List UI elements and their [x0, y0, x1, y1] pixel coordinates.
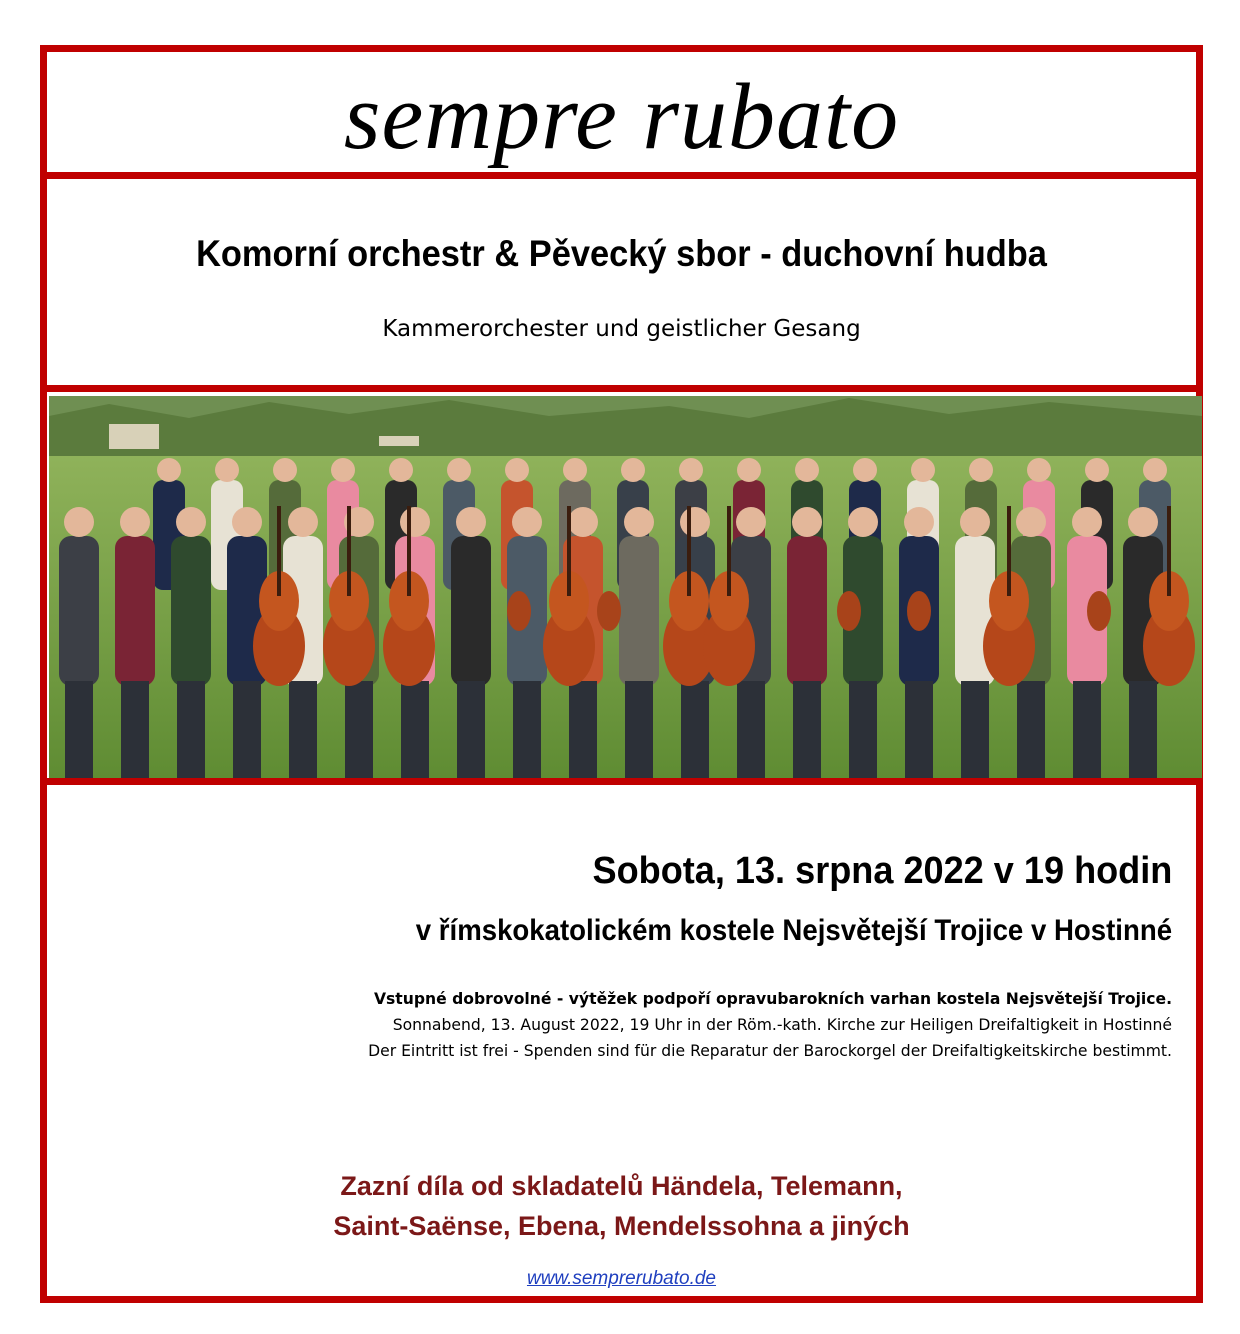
divider-photo-top: [40, 385, 1203, 392]
concert-subtitle: Kammerorchester und geistlicher Gesang: [382, 316, 861, 342]
composers-line-1: Zazní díla od skladatelů Händela, Telemann,: [340, 1171, 903, 1201]
divider-top: [40, 172, 1203, 179]
brand-title: sempre rubato: [343, 65, 900, 169]
divider-photo-bottom: [40, 778, 1203, 785]
info-date-de: Sonnabend, 13. August 2022, 19 Uhr in der Röm.-kath. Kirche zur Heiligen Dreifaltigkeit in Hostinné: [392, 1016, 1172, 1034]
composers-line-2: Saint-Saënse, Ebena, Mendelssohna a jiných: [333, 1211, 910, 1241]
event-info: [368, 986, 1172, 1064]
composers-note: [40, 1166, 1203, 1246]
event-venue: v římskokatolickém kostele Nejsvětejší Trojice v Hostinné: [415, 914, 1172, 947]
info-admission-de: Der Eintritt ist frei - Spenden sind für die Reparatur der Barockorgel der Dreifaltigkeitskirche bestimmt.: [368, 1042, 1172, 1060]
ensemble-photo: [49, 396, 1202, 778]
event-date: Sobota, 13. srpna 2022 v 19 hodin: [592, 850, 1172, 892]
info-admission-cz: Vstupné dobrovolné - výtěžek podpoří opravubarokních varhan kostela Nejsvětejší Trojice.: [373, 990, 1172, 1008]
concert-title: Komorní orchestr & Pěvecký sbor - duchovní hudba: [196, 233, 1047, 274]
website-link[interactable]: www.semprerubato.de: [526, 1268, 717, 1289]
